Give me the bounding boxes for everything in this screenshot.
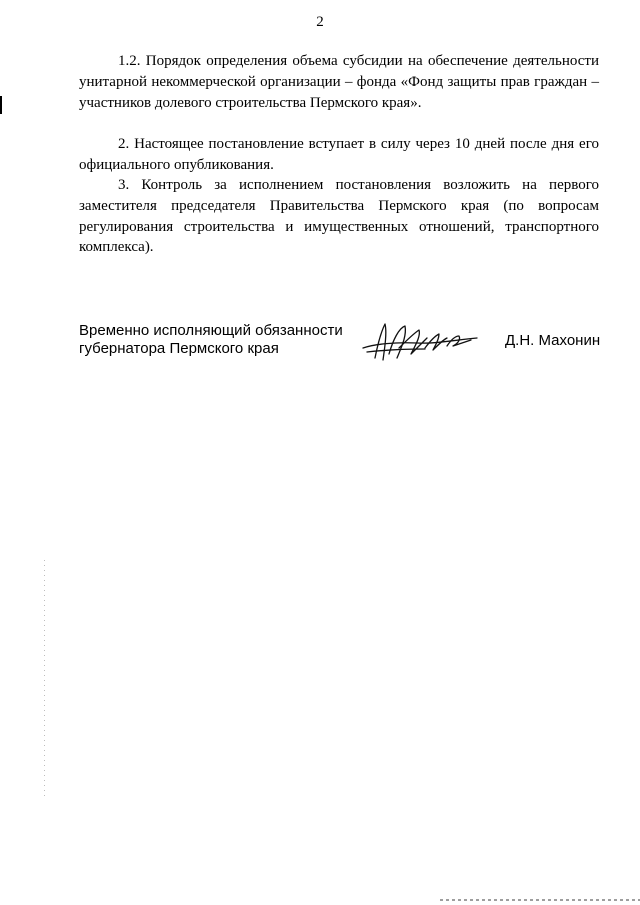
scan-artifact-mark	[0, 96, 2, 114]
paragraph-2: 2. Настоящее постановление вступает в силу через 10 дней после дня его официального опубликования.	[79, 136, 599, 173]
scan-artifact-bottom-edge	[440, 899, 640, 901]
handwritten-signature	[355, 318, 485, 366]
page-number: 2	[316, 14, 324, 30]
signatory-position-line-2: губернатора Пермского края	[79, 340, 279, 357]
signatory-position-line-1: Временно исполняющий обязанности	[79, 322, 343, 339]
signatory-position	[79, 322, 343, 358]
paragraph-1-2: 1.2. Порядок определения объема субсидии на обеспечение деятельности унитарной некоммерческой организации – фонда «Фонд защиты прав граждан – участников долевого строительства Пермского края».	[79, 53, 599, 111]
signatory-name: Д.Н. Махонин	[505, 332, 601, 349]
paragraph-3: 3. Контроль за исполнением постановления возложить на первого заместителя председателя Правительства Пермского края (по вопросам регулирования строительства и имущественных отношений, транспортного комплекса).	[79, 177, 599, 256]
scan-artifact-dots	[44, 560, 45, 800]
